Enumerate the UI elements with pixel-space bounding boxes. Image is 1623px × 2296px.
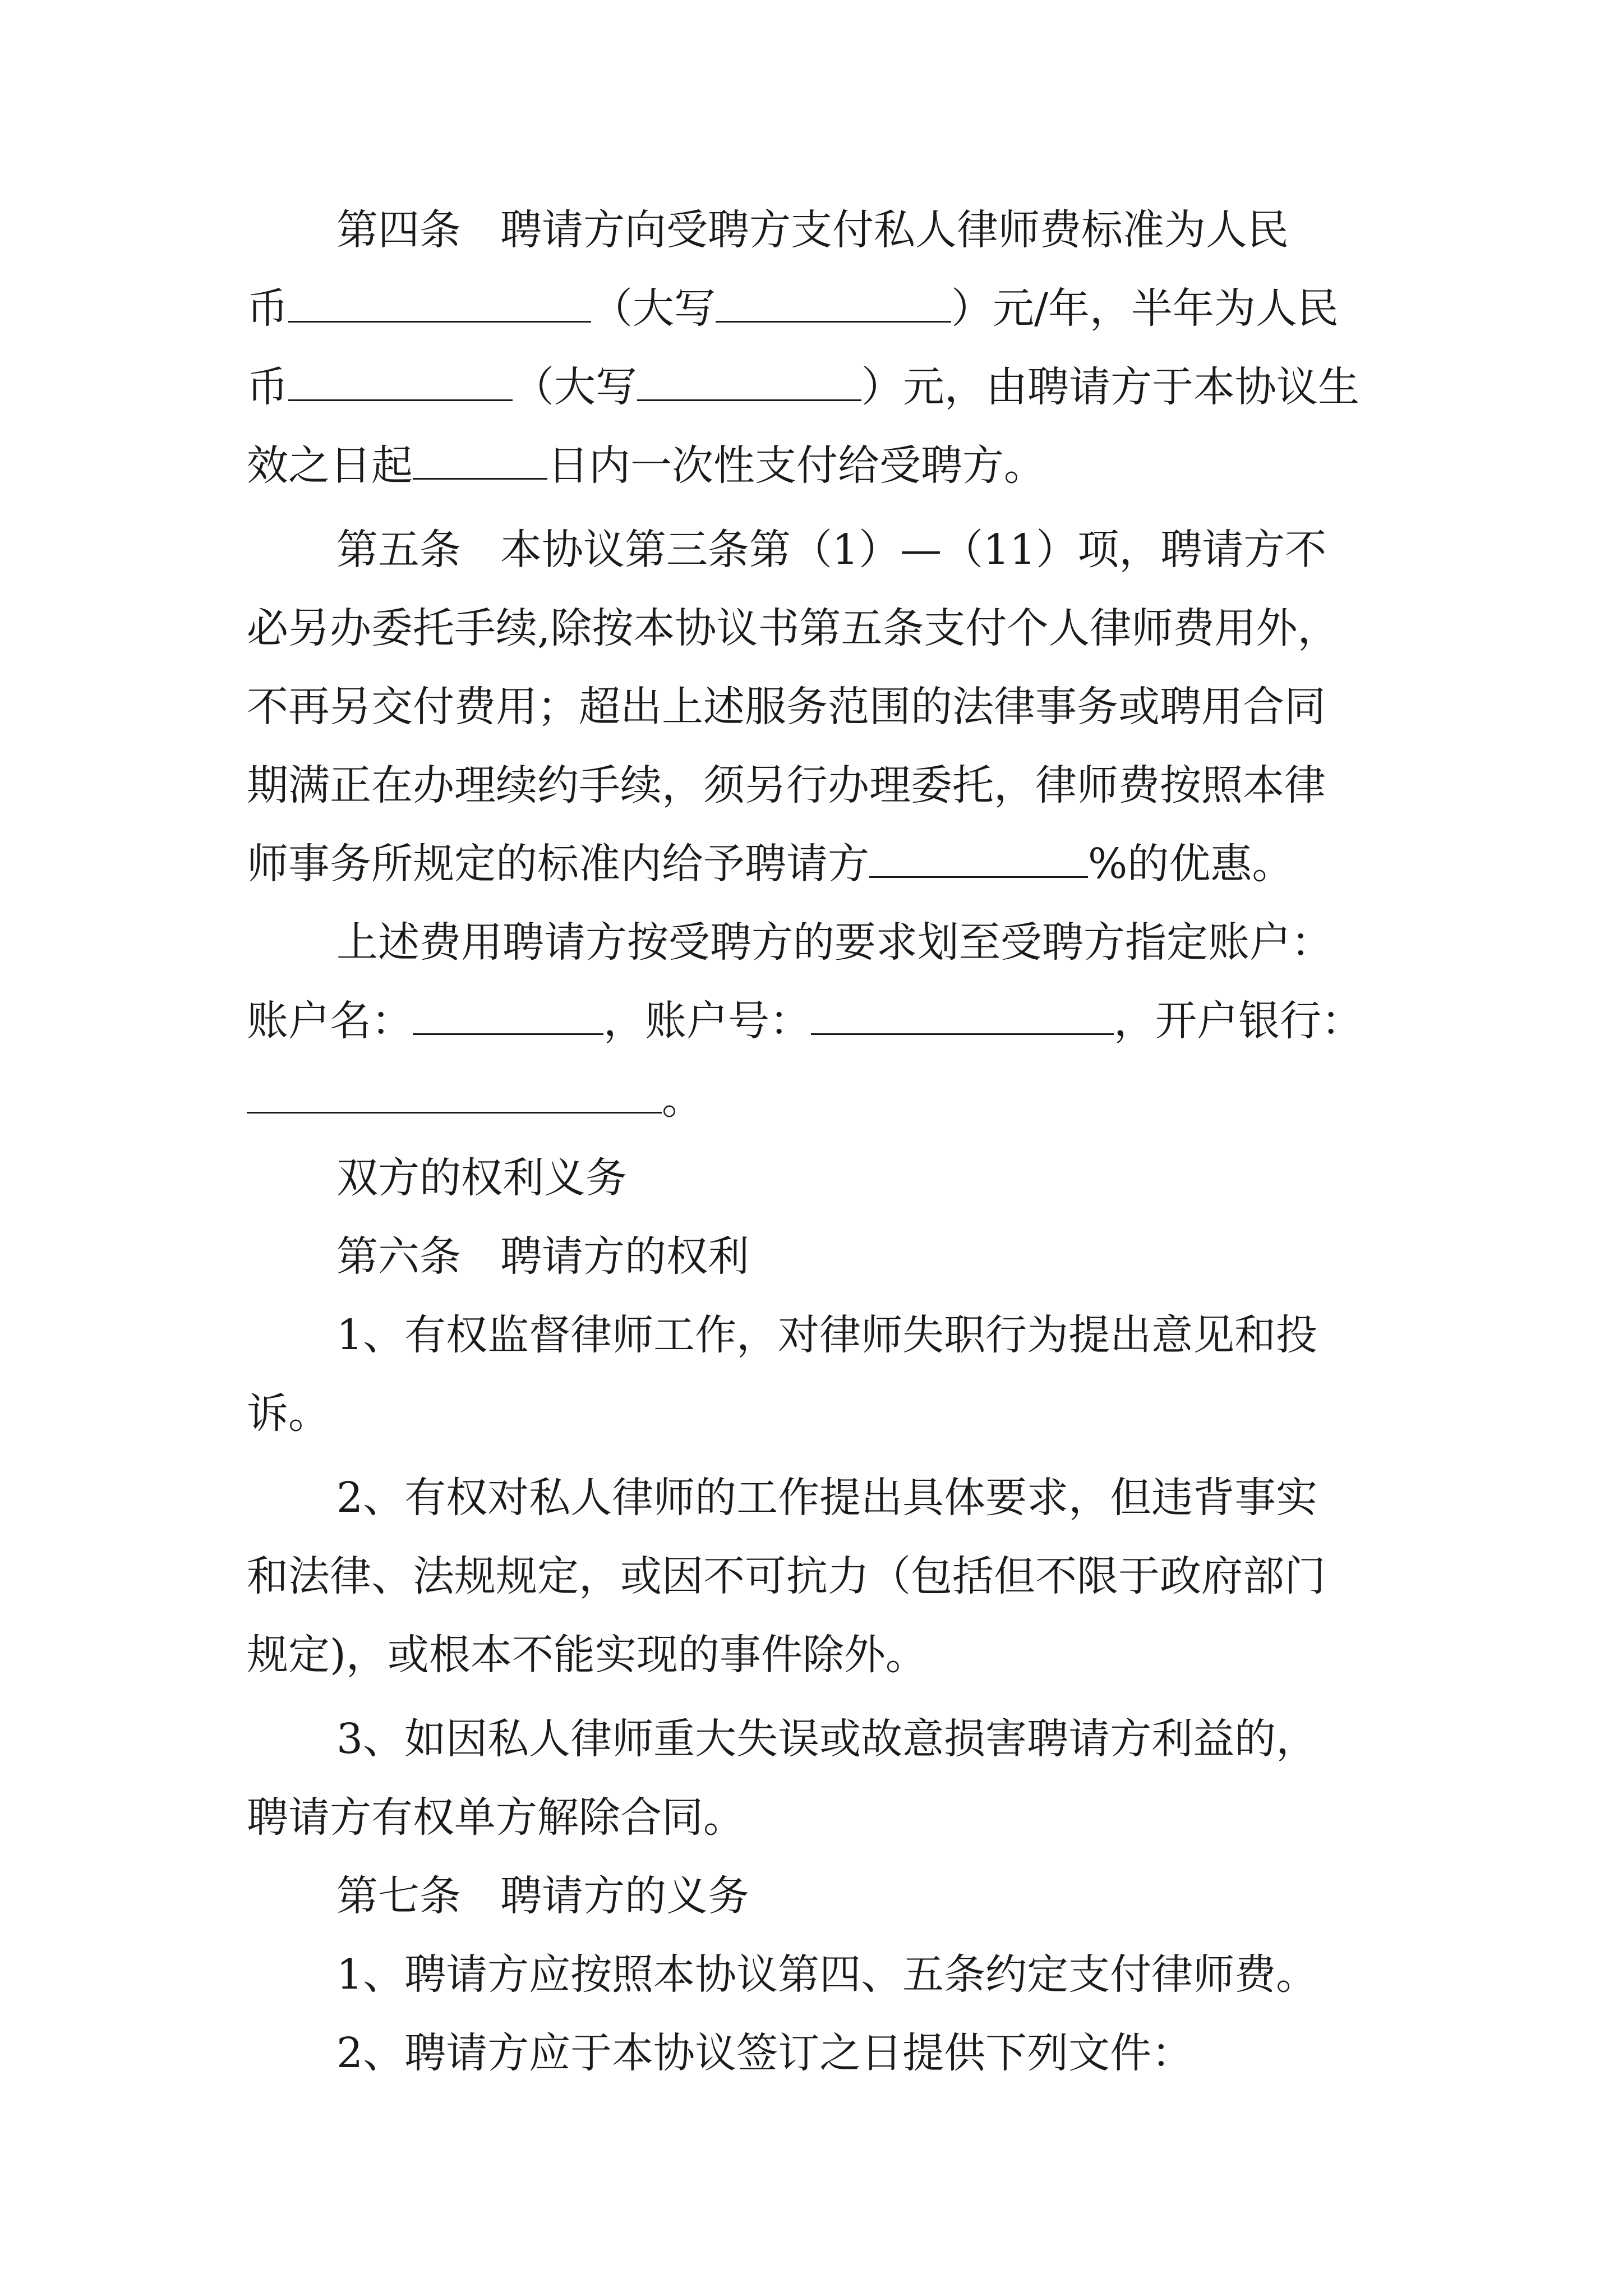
article-6-item-1-line-1: 1、有权监督律师工作，对律师失职行为提出意见和投 [336, 1311, 1318, 1359]
article-6-item-1-line-2: 诉。 [247, 1389, 330, 1438]
payment-line-1: 上述费用聘请方按受聘方的要求划至受聘方指定账户： [336, 918, 1332, 967]
fee-amount-uppercase-blank[interactable] [716, 286, 951, 323]
article-4-line-2: 币 （大写 ）元/年，半年为人民 [247, 284, 1339, 333]
article-7-heading: 第七条 [336, 1872, 461, 1920]
discount-percent-blank[interactable] [869, 841, 1088, 878]
article-5-line-4: 期满正在办理续约手续，须另行办理委托，律师费按照本律 [247, 761, 1326, 809]
article-7-item-2: 2、聘请方应于本协议签订之日提供下列文件： [336, 2029, 1193, 2077]
article-4-line-1: 第四条 聘请方向受聘方支付私人律师费标准为人民 [336, 206, 1289, 254]
payment-days-blank[interactable] [413, 443, 547, 480]
half-year-amount-blank[interactable] [288, 365, 513, 401]
article-6-item-2-line-1: 2、有权对私人律师的工作提出具体要求，但违背事实 [336, 1474, 1318, 1522]
fee-amount-blank[interactable] [288, 286, 591, 323]
article-7-title: 聘请方的义务 [500, 1872, 749, 1920]
article-4-line-4: 效之日起 日内一次性支付给受聘方。 [247, 441, 1045, 490]
article-5-line-3: 不再另交付费用；超出上述服务范围的法律事务或聘用合同 [247, 683, 1326, 731]
article-6-heading-line [336, 1228, 749, 1285]
article-7-heading-line [336, 1868, 749, 1924]
article-5-line-2: 必另办委托手续,除按本协议书第五条支付个人律师费用外， [247, 604, 1339, 652]
article-6-item-2-line-3: 规定)，或根本不能实现的事件除外。 [247, 1631, 927, 1679]
article-6-item-2-line-2: 和法律、法规规定，或因不可抗力（包括但不限于政府部门 [247, 1552, 1326, 1600]
article-6-title: 聘请方的权利 [500, 1232, 749, 1281]
account-name-blank[interactable] [413, 999, 603, 1035]
article-6-item-3-line-2: 聘请方有权单方解除合同。 [247, 1793, 745, 1842]
article-5-heading: 第五条 [336, 526, 461, 574]
payment-line-2: 账户名： ，账户号： ，开户银行： [247, 997, 1363, 1045]
article-4-line-3: 币 （大写 ）元，由聘请方于本协议生 [247, 363, 1359, 411]
payment-line-3: 。 [247, 1071, 703, 1128]
article-4-heading: 第四条 [336, 206, 461, 254]
article-5-line-1: 第五条 本协议第三条第（1）—（11）项，聘请方不 [336, 526, 1327, 574]
section-title: 双方的权利义务 [336, 1154, 627, 1202]
bank-name-blank[interactable] [247, 1077, 662, 1114]
article-5-line-5: 师事务所规定的标准内给予聘请方 %的优惠。 [247, 840, 1294, 888]
article-6-item-3-line-1: 3、如因私人律师重大失误或故意损害聘请方利益的， [336, 1715, 1318, 1763]
article-7-item-1: 1、聘请方应按照本协议第四、五条约定支付律师费。 [336, 1950, 1318, 1999]
article-6-heading: 第六条 [336, 1232, 461, 1281]
half-year-uppercase-blank[interactable] [637, 365, 861, 401]
account-number-blank[interactable] [811, 999, 1114, 1035]
